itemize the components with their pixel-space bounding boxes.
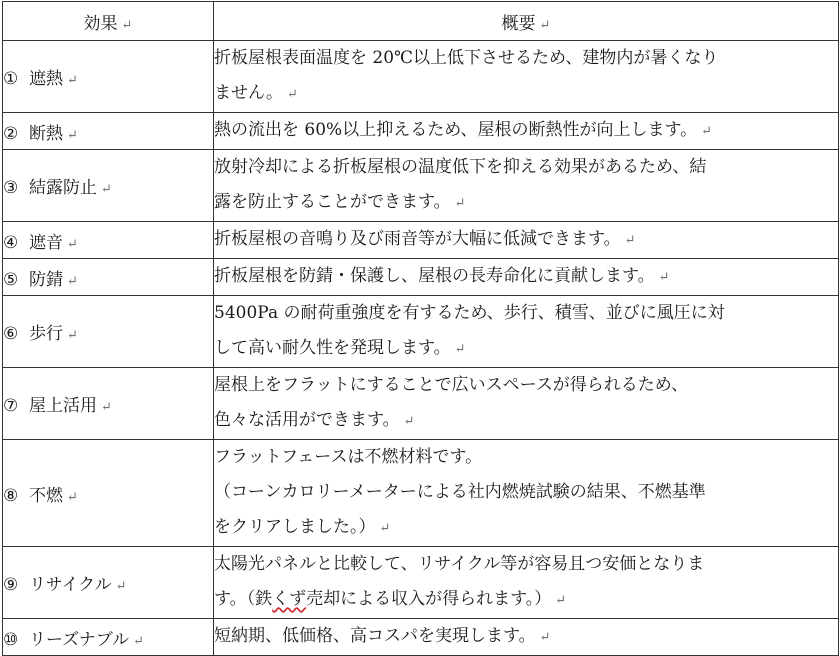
row-number: ③: [3, 178, 19, 198]
row-number: ⑤: [3, 269, 19, 290]
summary-line: [214, 619, 838, 655]
effect-cell: [3, 113, 214, 150]
header-row: [3, 2, 839, 41]
effect-label: 結露防止: [29, 178, 97, 198]
paragraph-mark-icon: ↵: [403, 414, 415, 429]
table-row: [3, 113, 839, 150]
summary-cell: [214, 259, 839, 296]
paragraph-mark-icon: ↵: [379, 521, 391, 536]
summary-text: 折板屋根表面温度を 20℃以上低下させるため、建物内が暑くなり: [214, 48, 719, 68]
effect-label: リーズナブル: [29, 629, 130, 650]
summary-line: [214, 440, 838, 475]
paragraph-mark-icon: ↵: [121, 17, 133, 33]
summary-text: 売却による収入が得られます。）: [306, 589, 552, 609]
summary-cell: [214, 41, 839, 113]
table-row: [3, 259, 839, 296]
paragraph-mark-icon: ↵: [287, 87, 298, 102]
effect-label: 断熱: [29, 123, 63, 144]
summary-line: [214, 403, 838, 439]
summary-text: 露を防止することができます。: [214, 192, 451, 212]
paragraph-mark-icon: ↵: [658, 270, 670, 285]
table-row: [3, 547, 839, 619]
summary-line: [214, 582, 838, 618]
summary-line: [214, 296, 838, 331]
summary-cell: [214, 150, 839, 222]
table-row: [3, 440, 839, 547]
summary-cell: [214, 222, 839, 259]
table-row: [3, 150, 839, 222]
table-row: [3, 619, 839, 656]
row-number: ⑨: [3, 575, 19, 595]
summary-text: フラットフェースは不燃材料です。: [214, 447, 483, 467]
effect-cell: [3, 259, 214, 296]
summary-text: 折板屋根を防錆・保護し、屋根の長寿命化に貢献します。: [214, 266, 655, 286]
paragraph-mark-icon: ↵: [67, 73, 78, 88]
summary-line: [214, 113, 838, 149]
summary-line: [214, 185, 838, 221]
summary-text: 色々な活用ができます。: [214, 410, 400, 430]
paragraph-mark-icon: ↵: [67, 273, 78, 289]
paragraph-mark-icon: ↵: [454, 196, 466, 211]
effect-label: 遮音: [29, 232, 63, 253]
summary-cell: [214, 113, 839, 150]
row-number: ④: [3, 232, 19, 253]
paragraph-mark-icon: ↵: [115, 579, 127, 594]
paragraph-mark-icon: ↵: [101, 400, 112, 415]
row-number: ②: [3, 123, 19, 144]
header-summary: 概要 ↵: [214, 2, 839, 41]
paragraph-mark-icon: ↵: [701, 124, 713, 139]
paragraph-mark-icon: ↵: [67, 489, 78, 505]
summary-cell: [214, 547, 839, 619]
paragraph-mark-icon: ↵: [67, 328, 78, 343]
summary-line: [214, 547, 838, 582]
effect-cell: [3, 222, 214, 259]
paragraph-mark-icon: ↵: [67, 127, 78, 143]
summary-line: [214, 76, 838, 112]
effect-cell: [3, 150, 214, 222]
summary-text: 放射冷却による折板屋根の温度低下を抑える効果があるため、結: [214, 157, 707, 177]
row-number: ①: [3, 69, 19, 89]
table-row: [3, 222, 839, 259]
summary-line: [214, 150, 838, 185]
summary-line: [214, 368, 838, 403]
summary-text: をクリアしました。）: [214, 517, 376, 537]
spellcheck-underlined-text: くず: [272, 589, 307, 609]
summary-text: して高い耐久性を発現します。: [214, 338, 451, 358]
effect-label: リサイクル: [29, 575, 112, 595]
header-effect: 効果 ↵: [3, 2, 214, 41]
effect-label: 不燃: [29, 485, 63, 506]
row-number: ⑥: [3, 324, 19, 344]
summary-cell: [214, 440, 839, 547]
effect-cell: [3, 368, 214, 440]
effects-table: [2, 1, 839, 656]
paragraph-mark-icon: ↵: [539, 17, 551, 33]
summary-line: [214, 475, 838, 510]
summary-line: [214, 41, 838, 76]
summary-cell: [214, 368, 839, 440]
summary-text: 短納期、低価格、高コスパを実現します。: [214, 626, 536, 646]
effect-cell: [3, 619, 214, 656]
paragraph-mark-icon: ↵: [67, 236, 78, 252]
summary-text: 屋根上をフラットにすることで広いスペースが得られるため、: [214, 375, 689, 395]
effect-label: 防錆: [29, 269, 63, 290]
summary-line: [214, 331, 838, 367]
paragraph-mark-icon: ↵: [133, 633, 145, 649]
paragraph-mark-icon: ↵: [101, 182, 112, 197]
paragraph-mark-icon: ↵: [624, 233, 636, 248]
effect-cell: [3, 41, 214, 113]
summary-text: 折板屋根の音鳴り及び雨音等が大幅に低減できます。: [214, 229, 621, 249]
paragraph-mark-icon: ↵: [454, 342, 466, 357]
summary-line: [214, 222, 838, 258]
effect-label: 屋上活用: [29, 396, 97, 416]
summary-cell: [214, 296, 839, 368]
summary-cell: [214, 619, 839, 656]
table-row: [3, 296, 839, 368]
summary-text: 5400Pa の耐荷重強度を有するため、歩行、積雪、並びに風圧に対: [214, 303, 725, 323]
summary-text: す。（鉄: [214, 589, 273, 609]
paragraph-mark-icon: ↵: [539, 630, 551, 645]
effect-cell: [3, 547, 214, 619]
summary-text: （コーンカロリーメーターによる社内燃焼試験の結果、不燃基準: [214, 482, 706, 502]
summary-line: [214, 510, 838, 546]
summary-text: 熱の流出を 60%以上抑えるため、屋根の断熱性が向上します。: [214, 120, 698, 140]
summary-text: ません。: [214, 83, 284, 103]
table-row: [3, 41, 839, 113]
row-number: ⑩: [3, 629, 19, 650]
effect-cell: [3, 440, 214, 547]
row-number: ⑧: [3, 485, 19, 506]
effect-label: 遮熱: [29, 69, 63, 89]
row-number: ⑦: [3, 396, 19, 416]
summary-line: [214, 259, 838, 295]
summary-text: 太陽光パネルと比較して、リサイクル等が容易且つ安価となりま: [214, 554, 705, 574]
effect-label: 歩行: [29, 324, 63, 344]
effect-cell: [3, 296, 214, 368]
paragraph-mark-icon: ↵: [555, 593, 567, 608]
table-row: [3, 368, 839, 440]
